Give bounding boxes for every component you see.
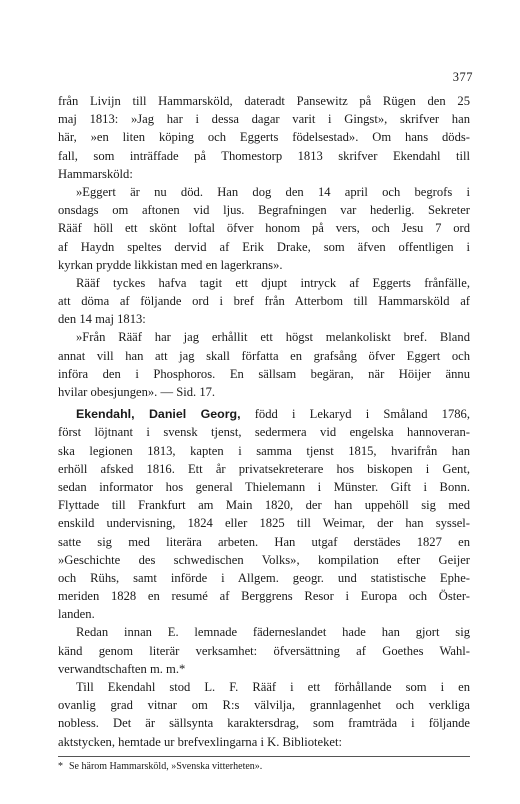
text-line: den 14 maj 1813:	[58, 312, 146, 327]
text-line: Redan innan E. lemnade fäderneslandet hade han gjort sig	[76, 625, 470, 640]
text-line: aktstycken, hemtade ur brefvexlingarna i K. Biblioteket:	[58, 734, 342, 749]
footnote-text: Se härom Hammarsköld, »Svenska vitterheten».	[69, 761, 263, 772]
text-line: hvilar obesjungen». — Sid. 17.	[58, 385, 216, 399]
footnote	[58, 760, 470, 774]
text-line: och Rühs, samt införde i Allgem. geogr. und statistische Ephe-	[58, 570, 470, 585]
text-line: Rääf höll ett skönt loftal öfver honom på vers, och Jesu 7 ord	[58, 221, 470, 236]
footnote-mark: *	[58, 761, 63, 772]
text-line: här, »en liten köping och Eggerts födelsestad». Om hans döds-	[58, 130, 470, 145]
body-text	[58, 92, 470, 751]
text-line: meriden 1828 en resumé af Berggrens Resor i Europa och Öster-	[58, 589, 470, 604]
text-line: verwandtschaften m. m.*	[58, 661, 186, 676]
text-line: ovanlig grad vitnar om R:s välvilja, grannlagenhet och verkliga	[58, 698, 470, 713]
text-line: satte sig med literära arbeten. Han utgaf derstädes 1827 en	[58, 534, 470, 549]
text-line: Hammarsköld:	[58, 166, 133, 181]
text-line	[58, 405, 470, 423]
text-line: ska legionen 1813, kapten i samma tjenst 1815, hvarifrån han	[58, 443, 470, 458]
text-line: kyrkan prydde likkistan med en lagerkrans».	[58, 257, 283, 272]
text-line: först löjtnant i svensk tjenst, sedermera vid engelska hannoveran-	[58, 425, 470, 440]
text-line: »Geschichte des schwedischen Volks», kompilation efter Geijer	[58, 552, 470, 567]
page-number: 377	[452, 70, 473, 84]
text-line: Till Ekendahl stod L. F. Rääf i ett förhållande som i en	[76, 680, 470, 694]
text-line: maj 1813: »Jag har i dessa dagar varit i Gingst», skrifver han	[58, 112, 470, 127]
text-line: enskild undervisning, 1824 eller 1825 till Weimar, der han syssel-	[58, 516, 470, 531]
text-line: erhöll afsked 1816. Ett år privatsekreterare hos biskopen i Gent,	[58, 461, 470, 476]
text-line: sedan informator hos general Thielemann i Münster. Gift i Bonn.	[58, 479, 470, 494]
entry-heading-rest: född i Lekaryd i Småland 1786,	[240, 407, 470, 422]
text-line: onsdags om aftonen vid ljus. Begrafningen var hederlig. Sekreter	[58, 203, 470, 218]
text-line: Flyttade till Frankfurt am Main 1820, der han uppehöll sig med	[58, 498, 470, 513]
entry-heading: Ekendahl, Daniel Georg,	[76, 407, 241, 422]
text-line: »Från Rääf har jag erhållit ett högst melankoliskt bref. Bland	[76, 330, 470, 345]
text-line: Rääf tyckes hafva tagit ett djupt intryck af Eggerts frånfälle,	[76, 275, 470, 290]
text-line: »Eggert är nu död. Han dog den 14 april och begrofs i	[76, 184, 470, 199]
text-line: känd genom literär verksamhet: öfversättning af Goethes Wahl-	[58, 643, 470, 658]
text-line: af Haydn speltes dervid af Erik Drake, som äfven offentligen i	[58, 239, 470, 254]
text-line: landen.	[58, 607, 95, 622]
text-line: fall, som inträffade på Thomestorp 1813 skrifver Ekendahl till	[58, 148, 470, 163]
text-line: att döma af följande ord i bref från Atterbom till Hammarsköld af	[58, 294, 470, 309]
text-line: införa den i Phosphoros. En sällsam begäran, när Höijer ännu	[58, 366, 470, 381]
text-line: annat vill han att jag skall författa en grafsång öfver Eggert och	[58, 348, 470, 363]
footnote-divider	[58, 756, 470, 757]
text-line: från Livijn till Hammarsköld, dateradt Pansewitz på Rügen den 25	[58, 94, 470, 108]
text-line: nobless. Det är sällsynta karaktersdrag, som framträda i följande	[58, 716, 470, 731]
